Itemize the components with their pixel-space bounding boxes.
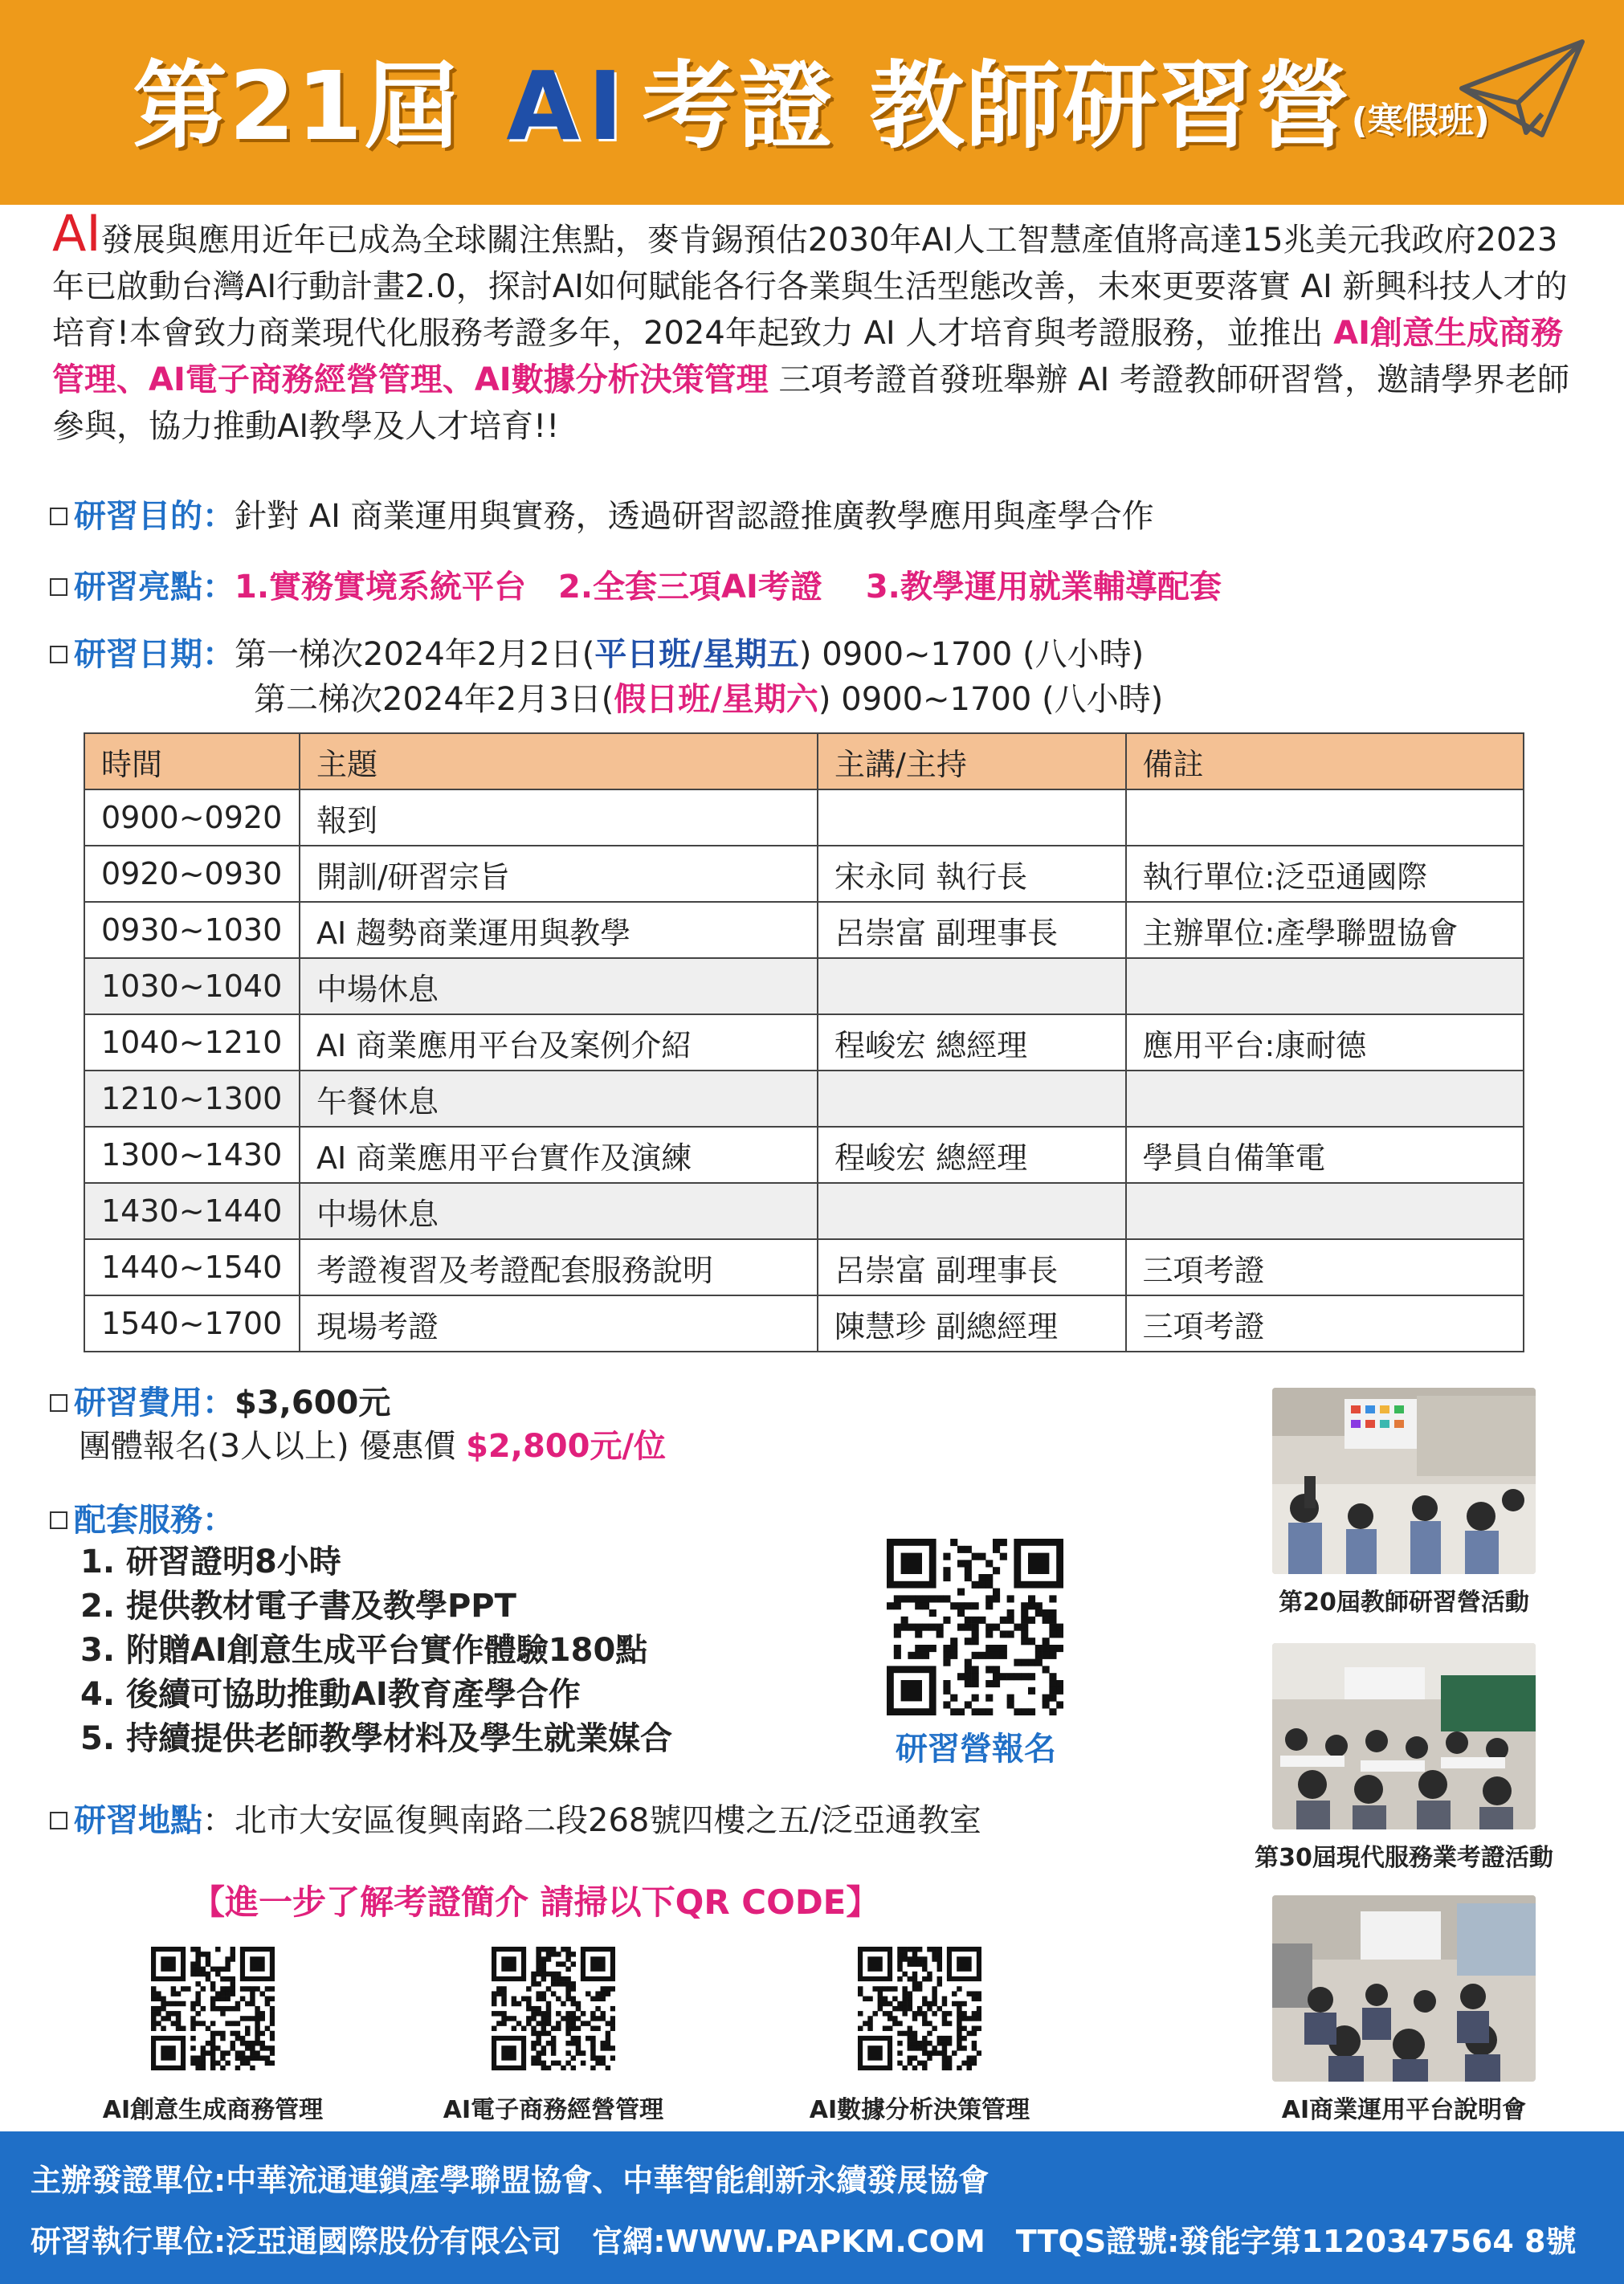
fee-group-text: 團體報名(3人以上) 優惠價 bbox=[79, 1428, 467, 1465]
qr-code-ai-creative[interactable] bbox=[151, 1947, 275, 2070]
cell-topic: 開訓/研習宗旨 bbox=[300, 846, 818, 902]
fee-label: 研習費用： bbox=[74, 1385, 235, 1421]
cell-topic: 報到 bbox=[300, 789, 818, 846]
date-1-text: 第一梯次2024年2月2日( bbox=[235, 636, 595, 673]
cell-note bbox=[1126, 789, 1524, 846]
service-item: 1. 研習證明8小時 bbox=[80, 1544, 341, 1580]
cell-speaker: 程峻宏 總經理 bbox=[818, 1014, 1125, 1071]
cell-speaker bbox=[818, 789, 1125, 846]
table-row bbox=[84, 846, 1524, 902]
location-text: ：北市大安區復興南路二段268號四樓之五/泛亞通教室 bbox=[202, 1802, 981, 1839]
photo-caption-certification-event: 第30屆現代服務業考證活動 bbox=[1255, 1844, 1553, 1872]
location-section bbox=[50, 1797, 981, 1844]
cell-time: 1030~1040 bbox=[84, 958, 300, 1014]
table-row bbox=[84, 902, 1524, 958]
checkbox-icon bbox=[50, 646, 67, 663]
service-item: 5. 持續提供老師教學材料及學生就業媒合 bbox=[80, 1720, 672, 1757]
cell-topic: 現場考證 bbox=[300, 1295, 818, 1352]
header-banner bbox=[0, 0, 1624, 205]
purpose-section bbox=[50, 493, 1154, 540]
highlights-section bbox=[50, 564, 1222, 610]
services-section bbox=[50, 1497, 235, 1544]
qr-caption-ai-ecommerce: AI電子商務經營管理 bbox=[443, 2096, 664, 2124]
footer-executor: 研習執行單位:泛亞通國際股份有限公司 官網:WWW.PAPKM.COM TTQS證號:發能字第1120347564 8號 bbox=[31, 2224, 1577, 2259]
cell-topic: AI 商業應用平台及案例介紹 bbox=[300, 1014, 818, 1071]
qr-caption-ai-creative: AI創意生成商務管理 bbox=[102, 2096, 324, 2124]
checkbox-icon bbox=[50, 1812, 67, 1829]
table-row bbox=[84, 1295, 1524, 1352]
cell-speaker: 呂崇富 副理事長 bbox=[818, 902, 1125, 958]
cell-topic: 午餐休息 bbox=[300, 1071, 818, 1127]
intro-highlight: AI創意生成商務管理、AI電子商務經營管理、AI數據分析決策管理 bbox=[52, 315, 1563, 398]
cell-note: 主辦單位:產學聯盟協會 bbox=[1126, 902, 1524, 958]
title-ai: AI bbox=[506, 51, 631, 161]
cell-time: 1300~1430 bbox=[84, 1127, 300, 1183]
cell-time: 1040~1210 bbox=[84, 1014, 300, 1071]
more-info-heading: 【進一步了解考證簡介 請掃以下QR CODE】 bbox=[191, 1882, 880, 1922]
cell-time: 1210~1300 bbox=[84, 1071, 300, 1127]
title-main: 考證 教師研習營 bbox=[642, 51, 1352, 161]
service-item: 4. 後續可協助推動AI教育產學合作 bbox=[80, 1676, 581, 1713]
checkbox-icon bbox=[50, 578, 67, 596]
photo-teacher-camp bbox=[1272, 1388, 1536, 1574]
cell-time: 0920~0930 bbox=[84, 846, 300, 902]
date-2-text: 第二梯次2024年2月3日( bbox=[254, 681, 614, 718]
registration-qr-caption: 研習營報名 bbox=[896, 1731, 1056, 1768]
cell-note bbox=[1126, 1183, 1524, 1239]
cell-note: 三項考證 bbox=[1126, 1295, 1524, 1352]
title-sub: (寒假班) bbox=[1351, 100, 1490, 141]
cell-time: 0930~1030 bbox=[84, 902, 300, 958]
service-item: 2. 提供教材電子書及教學PPT bbox=[80, 1588, 516, 1625]
services-label: 配套服務： bbox=[74, 1502, 235, 1539]
cell-speaker: 宋永同 執行長 bbox=[818, 846, 1125, 902]
col-header-speaker: 主講/主持 bbox=[818, 733, 1125, 789]
page-title bbox=[133, 50, 1490, 177]
cell-note: 應用平台:康耐德 bbox=[1126, 1014, 1524, 1071]
dates-label: 研習日期： bbox=[74, 636, 235, 673]
cell-topic: 中場休息 bbox=[300, 1183, 818, 1239]
fee-group-line bbox=[79, 1423, 666, 1470]
cell-note: 學員自備筆電 bbox=[1126, 1127, 1524, 1183]
schedule-table bbox=[84, 732, 1524, 1352]
purpose-label: 研習目的： bbox=[74, 498, 235, 535]
table-row bbox=[84, 1239, 1524, 1295]
cell-note bbox=[1126, 958, 1524, 1014]
cell-note bbox=[1126, 1071, 1524, 1127]
highlights-text: 1.實務實境系統平台 2.全套三項AI考證 3.教學運用就業輔導配套 bbox=[235, 569, 1222, 606]
fee-section bbox=[50, 1380, 390, 1426]
photo-caption-platform-briefing: AI商業運用平台說明會 bbox=[1281, 2096, 1527, 2124]
cell-speaker bbox=[818, 1183, 1125, 1239]
col-header-note: 備註 bbox=[1126, 733, 1524, 789]
dates-line-2 bbox=[254, 676, 1163, 723]
table-row bbox=[84, 789, 1524, 846]
cell-time: 1540~1700 bbox=[84, 1295, 300, 1352]
title-prefix: 第21屆 bbox=[133, 51, 496, 161]
col-header-time: 時間 bbox=[84, 733, 300, 789]
qr-code-ai-data[interactable] bbox=[858, 1947, 981, 2070]
schedule-body bbox=[84, 789, 1524, 1352]
registration-qr-code[interactable] bbox=[887, 1539, 1063, 1715]
footer-organizers: 主辦發證單位:中華流通連鎖產學聯盟協會、中華智能創新永續發展協會 bbox=[31, 2163, 989, 2198]
cell-topic: 中場休息 bbox=[300, 958, 818, 1014]
intro-paragraph bbox=[52, 204, 1578, 450]
service-item: 3. 附贈AI創意生成平台實作體驗180點 bbox=[80, 1632, 648, 1669]
date-2-time: ) 0900~1700 (八小時) bbox=[818, 681, 1164, 718]
col-header-topic: 主題 bbox=[300, 733, 818, 789]
cell-time: 0900~0920 bbox=[84, 789, 300, 846]
photo-caption-teacher-camp: 第20屆教師研習營活動 bbox=[1279, 1589, 1529, 1617]
table-header-row bbox=[84, 733, 1524, 789]
paper-plane-icon bbox=[1454, 32, 1590, 145]
intro-ai: AI bbox=[52, 204, 101, 263]
checkbox-icon bbox=[50, 1394, 67, 1412]
cell-time: 1430~1440 bbox=[84, 1183, 300, 1239]
photo-certification-event bbox=[1272, 1643, 1536, 1829]
cell-time: 1440~1540 bbox=[84, 1239, 300, 1295]
date-2-type: 假日班/星期六 bbox=[614, 681, 818, 718]
cell-topic: AI 趨勢商業運用與教學 bbox=[300, 902, 818, 958]
qr-code-ai-ecommerce[interactable] bbox=[492, 1947, 615, 2070]
purpose-text: 針對 AI 商業運用與實務，透過研習認證推廣教學應用與產學合作 bbox=[235, 498, 1154, 535]
cell-speaker: 程峻宏 總經理 bbox=[818, 1127, 1125, 1183]
date-1-time: ) 0900~1700 (八小時) bbox=[798, 636, 1145, 673]
fee-price: $3,600元 bbox=[235, 1385, 391, 1421]
fee-group-price: $2,800元/位 bbox=[466, 1428, 667, 1465]
checkbox-icon bbox=[50, 508, 67, 525]
date-1-type: 平日班/星期五 bbox=[594, 636, 799, 673]
table-row bbox=[84, 1127, 1524, 1183]
intro-text-1: 發展與應用近年已成為全球關注焦點，麥肯錫預估2030年AI人工智慧產值將高達15兆美元我政府2023年已啟動台灣AI行動計畫2.0，探討AI如何賦能各行各業與生活型態改善，未來更要落實 AI 新興科技人才的培育!本會致力商業現代化服務考證多年，2024年起致力 AI 人才培育與考證服務，並推出 bbox=[52, 222, 1568, 352]
cell-topic: AI 商業應用平台實作及演練 bbox=[300, 1127, 818, 1183]
highlights-label: 研習亮點： bbox=[74, 569, 235, 606]
cell-speaker: 陳慧珍 副總經理 bbox=[818, 1295, 1125, 1352]
cell-topic: 考證複習及考證配套服務說明 bbox=[300, 1239, 818, 1295]
cell-speaker bbox=[818, 1071, 1125, 1127]
location-label: 研習地點 bbox=[74, 1802, 202, 1839]
cell-note: 執行單位:泛亞通國際 bbox=[1126, 846, 1524, 902]
cell-speaker: 呂崇富 副理事長 bbox=[818, 1239, 1125, 1295]
footer bbox=[0, 2131, 1624, 2284]
table-row bbox=[84, 1014, 1524, 1071]
table-row bbox=[84, 1183, 1524, 1239]
cell-speaker bbox=[818, 958, 1125, 1014]
checkbox-icon bbox=[50, 1511, 67, 1529]
qr-caption-ai-data: AI數據分析決策管理 bbox=[809, 2096, 1030, 2124]
table-row bbox=[84, 1071, 1524, 1127]
photo-platform-briefing bbox=[1272, 1895, 1536, 2082]
dates-section bbox=[50, 631, 1144, 678]
intro-text-2: 三項考證首發班舉辦 AI 考證教師研習營，邀請學界老師參與，協力推動AI教學及人才培育!! bbox=[52, 361, 1569, 445]
cell-note: 三項考證 bbox=[1126, 1239, 1524, 1295]
services-list bbox=[80, 1540, 672, 1761]
table-row bbox=[84, 958, 1524, 1014]
